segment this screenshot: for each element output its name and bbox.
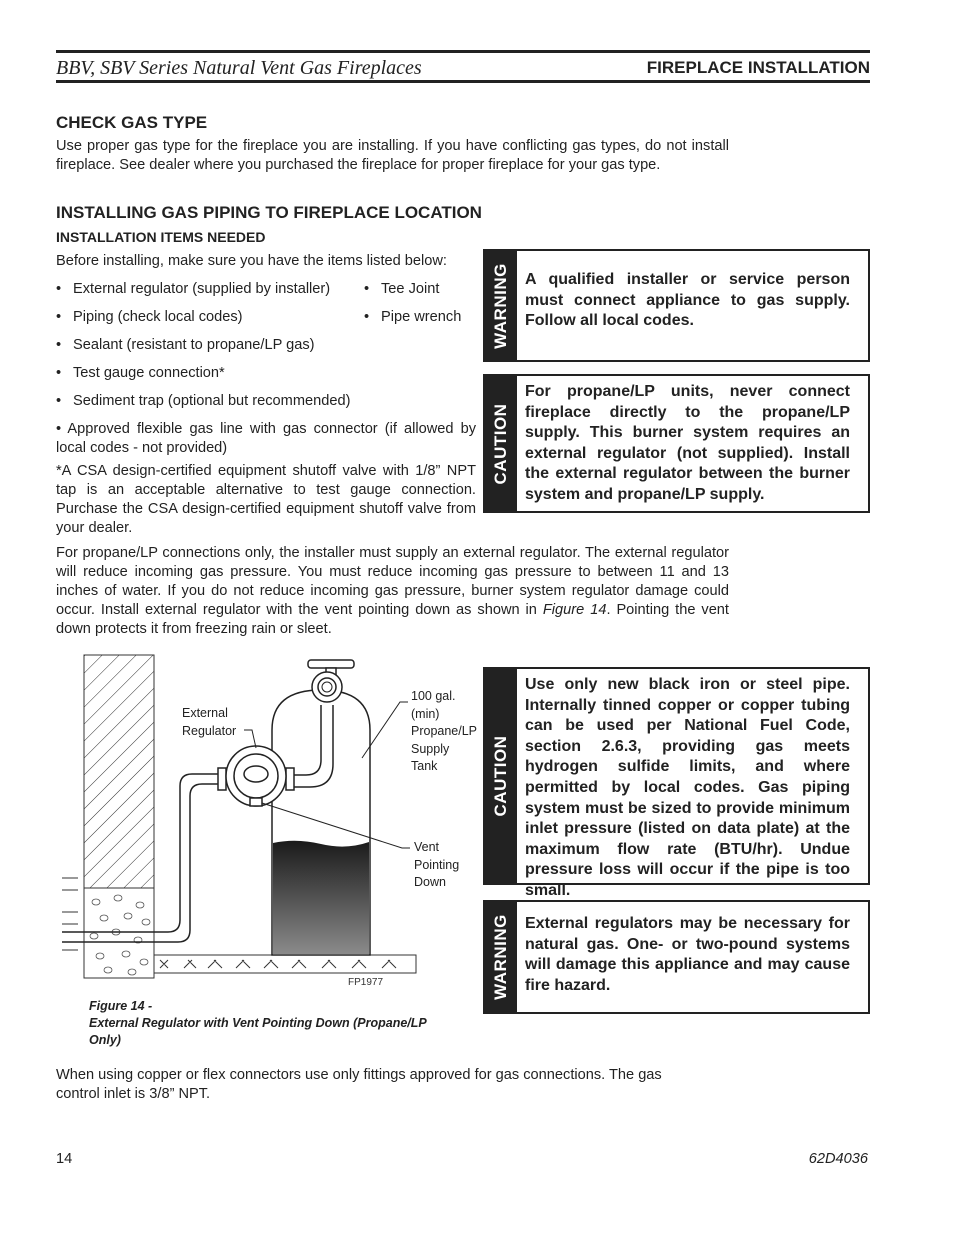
- caution-notice: [483, 667, 870, 899]
- figure-caption-number: Figure 14 -: [89, 999, 153, 1013]
- list-item: • Tee Joint: [364, 281, 440, 297]
- warning-notice: [483, 900, 870, 1014]
- list-item: • Piping (check local codes): [56, 309, 243, 325]
- section-title: FIREPLACE INSTALLATION: [646, 58, 870, 77]
- caution-text: Use only new black iron or steel pipe. Internally tinned copper or copper tubing can be used per National Fuel Code, section 2.6.3, providing gas meets hydrogen sulfide limits, and where permitted by local codes. Gas piping system must be sized to provide minimum inlet pressure (listed on data plate) at the maximum flow rate (BTU/hr). Undue pressure loss will occur if the pipe is too small.: [525, 676, 850, 899]
- figure-caption: [89, 998, 434, 1049]
- manual-title: BBV, SBV Series Natural Vent Gas Fireplaces: [56, 57, 422, 79]
- header-rule-bottom: [56, 80, 870, 83]
- piping-heading: INSTALLING GAS PIPING TO FIREPLACE LOCATION: [56, 203, 482, 222]
- label-vent-pointing-down: Vent Pointing Down: [414, 840, 460, 889]
- list-item: • Sediment trap (optional but recommended): [56, 393, 351, 409]
- closing-paragraph: When using copper or flex connectors use only fittings approved for gas connections. The gas control inlet is 3/8” NPT.: [56, 1067, 662, 1102]
- items-intro: Before installing, make sure you have the items listed below:: [56, 253, 447, 269]
- list-item: • Test gauge connection*: [56, 365, 225, 381]
- warning-text: External regulators may be necessary for natural gas. One- or two-pound systems will damage this appliance and may cause fire hazard.: [525, 915, 850, 994]
- list-item: • Pipe wrench: [364, 309, 462, 325]
- caution-label-bar: CAUTION: [485, 376, 517, 511]
- warning-text: A qualified installer or service person must connect appliance to gas supply. Follow all local codes.: [525, 271, 850, 330]
- figure-reference: Figure 14: [542, 602, 607, 618]
- figure-caption-text: External Regulator with Vent Pointing Down (Propane/LP Only): [89, 1016, 427, 1047]
- caution-label-bar: CAUTION: [485, 669, 517, 883]
- check-gas-heading: CHECK GAS TYPE: [56, 113, 208, 132]
- propane-paragraph: For propane/LP connections only, the installer must supply an external regulator. The external regulator will reduce incoming gas pressure. You must reduce incoming gas pressure to between 11 and 13 inches of water. If you do not reduce incoming gas pressure, burner system regulator damage could occur. Install external regulator with the vent pointing down as shown in Figure 14. Pointing the vent down protects it from freezing rain or sleet.: [56, 545, 729, 637]
- list-item: • External regulator (supplied by installer): [56, 281, 331, 297]
- label-supply-tank: 100 gal. (min) Propane/LP Supply Tank: [411, 689, 477, 773]
- page-number: 14: [56, 1151, 73, 1167]
- check-gas-body: Use proper gas type for the fireplace you are installing. If you have conflicting gas types, do not install fireplace. See dealer where you purchased the fireplace for proper fireplace for your gas type.: [56, 138, 729, 173]
- document-number: 62D4036: [808, 1151, 868, 1167]
- warning-label-bar: WARNING: [485, 902, 517, 1012]
- list-item-flex: • Approved flexible gas line with gas connector (if allowed by local codes - not provided): [56, 421, 476, 456]
- wall: [62, 655, 154, 978]
- caution-notice: [483, 374, 870, 513]
- label-external-regulator: External Regulator: [182, 706, 237, 738]
- items-needed-subheading: INSTALLATION ITEMS NEEDED: [56, 229, 266, 245]
- list-item: • Sealant (resistant to propane/LP gas): [56, 337, 315, 353]
- warning-label-bar: WARNING: [485, 251, 517, 360]
- header-rule-top: [56, 50, 870, 53]
- caution-text: For propane/LP units, never connect fireplace directly to the propane/LP supply. This burner system requires an external regulator (not supplied). Install the external regulator between the burner system and propane/LP supply.: [525, 383, 850, 503]
- figure-code: FP1977: [348, 977, 384, 988]
- ground-slab: [154, 955, 416, 973]
- footnote: *A CSA design-certified equipment shutoff valve with 1/8” NPT tap is an acceptable alternative to test gauge connection. Purchase the CSA design-certified equipment shutoff valve from your dealer.: [56, 463, 476, 536]
- figure-14-illustration: [56, 650, 436, 995]
- warning-notice: [483, 249, 870, 362]
